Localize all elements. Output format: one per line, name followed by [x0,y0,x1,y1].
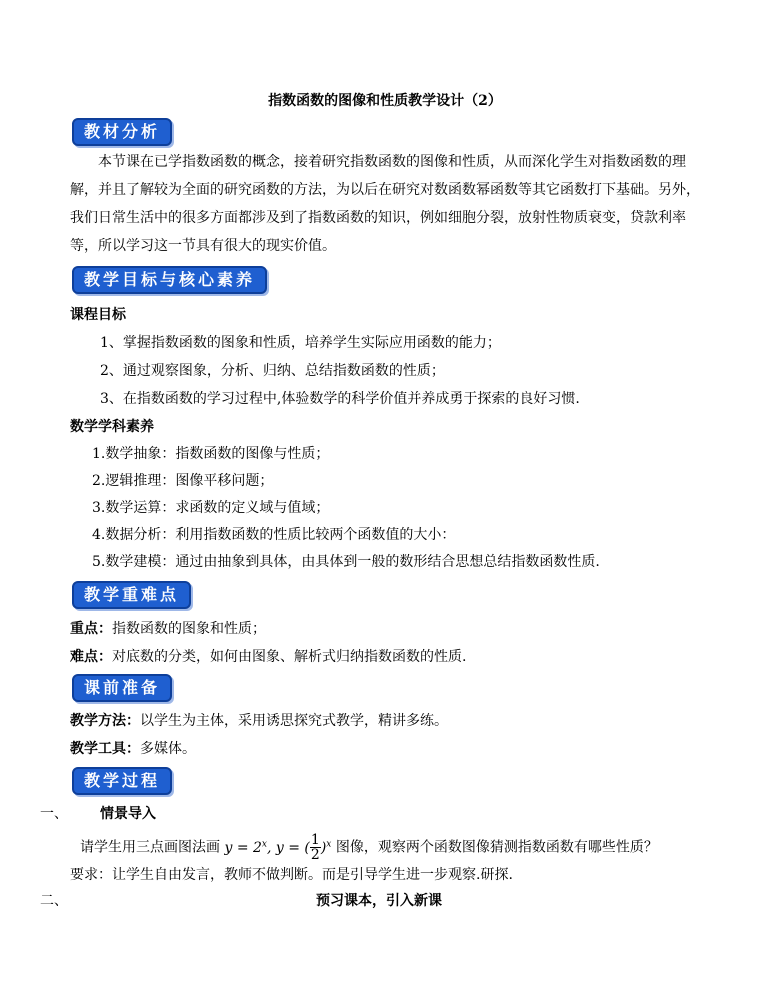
fraction-denominator: 2 [310,847,320,864]
literacy-item: 2.逻辑推理：图像平移问题； [92,473,274,489]
step1-post-text: 图像，观察两个函数图像猜测指数函数有哪些性质？ [335,839,658,856]
step1-number: 一、 [40,806,68,822]
section-badge-analysis: 教材分析 [72,118,172,146]
formula-separator: , [266,839,272,856]
formula-b-exponent: x [326,839,332,849]
formula-y-half-x [275,832,332,864]
step1-pre-text: 请学生用三点画图法画 [80,839,220,856]
section-badge-process: 教学过程 [72,767,172,795]
key-point-line [70,618,266,638]
page-title: 指数函数的图像和性质教学设计（2） [268,93,502,109]
tool-text: 多媒体。 [140,741,196,757]
method-text: 以学生为主体，采用诱思探究式教学，精讲多练。 [140,713,448,729]
literacy-item: 5.数学建模：通过由抽象到具体，由具体到一般的数形结合思想总结指数函数性质. [92,554,600,570]
literacy-item: 3.数学运算：求函数的定义域与值域； [92,500,330,516]
literacy-item: 1.数学抽象：指数函数的图像与性质； [92,446,330,462]
course-goal-item: 2、通过观察图象，分析、归纳、总结指数函数的性质； [100,363,445,379]
tool-label: 教学工具： [70,741,140,757]
step2-number: 二、 [40,893,68,909]
method-line [70,710,448,730]
difficulty-text: 对底数的分类，如何由图象、解析式归纳指数函数的性质. [112,649,467,665]
section-badge-keypoints: 教学重难点 [72,581,191,609]
difficulty-line [70,646,466,666]
formula-b-close: ) [320,839,327,856]
tool-line [70,738,196,758]
difficulty-label: 难点： [70,649,112,665]
formula-a-exponent: x [261,839,267,849]
analysis-paragraph: 本节课在已学指数函数的概念，接着研究指数函数的图像和性质，从而深化学生对指数函数的理解，并且了解较为全面的研究函数的方法，为以后在研究对数函数幂函数等其它函数打下基础。另外，我们日常生活中的很多方面都涉及到了指数函数的知识，例如细胞分裂，放射性物质衰变，贷款利率等，所以学习这一节具有很大的现实价值。 [70,154,700,254]
formula-b-open: y = ( [275,839,310,856]
step1-title: 情景导入 [100,806,156,822]
formula-y-2x [224,840,271,856]
fraction-one-half [310,833,321,862]
step1-instruction [80,826,658,862]
requirement-text: 要求：让学生自由发言，教师不做判断。而是引导学生进一步观察.研探. [70,867,513,883]
key-point-text: 指数函数的图象和性质； [112,621,266,637]
section-badge-prep: 课前准备 [72,674,172,702]
fraction-numerator: 1 [310,832,320,849]
course-goals-heading: 课程目标 [70,307,126,323]
key-point-label: 重点： [70,621,112,637]
literacy-item: 4.数据分析：利用指数函数的性质比较两个函数值的大小： [92,527,456,543]
step2-title: 预习课本，引入新课 [316,893,442,909]
section-badge-goals: 教学目标与核心素养 [72,266,267,294]
method-label: 教学方法： [70,713,140,729]
literacy-heading: 数学学科素养 [70,419,154,435]
course-goal-item: 3、在指数函数的学习过程中,体验数学的科学价值并养成勇于探索的良好习惯. [100,391,580,407]
formula-a-base: y = 2 [224,839,262,856]
course-goal-item: 1、掌握指数函数的图象和性质，培养学生实际应用函数的能力； [100,335,501,351]
